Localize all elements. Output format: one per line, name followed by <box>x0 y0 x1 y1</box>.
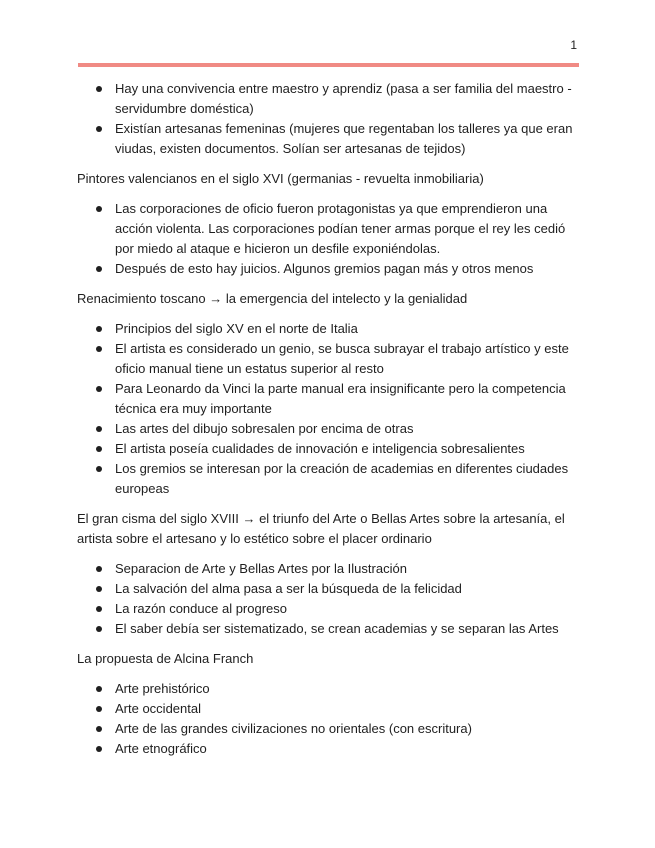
bullet-icon <box>96 446 102 452</box>
bullet-icon <box>96 86 102 92</box>
list-item-text: La razón conduce al progreso <box>115 601 288 616</box>
list-item-text: Las artes del dibujo sobresalen por encima de otras <box>115 421 414 436</box>
list-item-text: Para Leonardo da Vinci la parte manual era insignificante pero la competencia técnica era muy importante <box>115 381 566 416</box>
bullet-icon <box>96 466 102 472</box>
list-item-text: El artista poseía cualidades de innovación e inteligencia sobresalientes <box>115 441 525 456</box>
list-item <box>77 679 577 699</box>
bullet-icon <box>96 606 102 612</box>
list-item <box>77 459 577 499</box>
list-item-text: Arte de las grandes civilizaciones no orientales (con escritura) <box>115 721 472 736</box>
list-item-text: La salvación del alma pasa a ser la búsqueda de la felicidad <box>115 581 462 596</box>
list-item <box>77 439 577 459</box>
bullet-icon <box>96 126 102 132</box>
list-item-text: El artista es considerado un genio, se busca subrayar el trabajo artístico y este oficio manual tiene un estatus superior al resto <box>115 341 569 376</box>
page-number: 1 <box>570 38 577 52</box>
list-item <box>77 619 577 639</box>
section-heading-tuscan-renaissance: Renacimiento toscano → la emergencia del intelecto y la genialidad <box>77 291 468 306</box>
bullet-list-apprenticeship <box>77 79 577 159</box>
list-item-text: Existían artesanas femeninas (mujeres que regentaban los talleres ya que eran viudas, existen documentos. Solían ser artesanas de tejidos) <box>115 121 573 156</box>
list-item <box>77 379 577 419</box>
bullet-list-great-schism <box>77 559 577 639</box>
bullet-icon <box>96 706 102 712</box>
section-heading-great-schism: El gran cisma del siglo XVIII → el triunfo del Arte o Bellas Artes sobre la artesanía, el artista sobre el artesano y lo estético sobre el placer ordinario <box>77 511 565 546</box>
list-item <box>77 259 577 279</box>
list-item <box>77 419 577 439</box>
bullet-icon <box>96 686 102 692</box>
list-item-text: Principios del siglo XV en el norte de Italia <box>115 321 358 336</box>
list-item-text: El saber debía ser sistematizado, se crean academias y se separan las Artes <box>115 621 559 636</box>
list-item <box>77 559 577 579</box>
list-item-text: Arte etnográfico <box>115 741 207 756</box>
section-heading-alcina-franch: La propuesta de Alcina Franch <box>77 651 254 666</box>
bullet-list-tuscan-renaissance <box>77 319 577 499</box>
list-item <box>77 699 577 719</box>
bullet-list-alcina-franch <box>77 679 577 759</box>
bullet-icon <box>96 266 102 272</box>
list-item <box>77 319 577 339</box>
bullet-icon <box>96 626 102 632</box>
list-item <box>77 119 577 159</box>
list-item-text: Separacion de Arte y Bellas Artes por la Ilustración <box>115 561 407 576</box>
document-body <box>77 79 577 769</box>
bullet-icon <box>96 346 102 352</box>
list-item-text: Las corporaciones de oficio fueron protagonistas ya que emprendieron una acción violenta. Las corporaciones podían tener armas porque el rey les cedió por miedo al ataque e hicieron un desfile exponiéndolas. <box>115 201 566 256</box>
list-item <box>77 579 577 599</box>
bullet-list-valencian-painters <box>77 199 577 279</box>
bullet-icon <box>96 586 102 592</box>
bullet-icon <box>96 746 102 752</box>
list-item <box>77 599 577 619</box>
list-item <box>77 199 577 259</box>
list-item <box>77 739 577 759</box>
bullet-icon <box>96 726 102 732</box>
list-item-text: Hay una convivencia entre maestro y aprendiz (pasa a ser familia del maestro - servidumbre doméstica) <box>115 81 572 116</box>
bullet-icon <box>96 426 102 432</box>
list-item-text: Arte prehistórico <box>115 681 210 696</box>
bullet-icon <box>96 206 102 212</box>
list-item <box>77 79 577 119</box>
list-item-text: Después de esto hay juicios. Algunos gremios pagan más y otros menos <box>115 261 534 276</box>
list-item-text: Arte occidental <box>115 701 201 716</box>
section-heading-valencian-painters: Pintores valencianos en el siglo XVI (germanias - revuelta inmobiliaria) <box>77 171 484 186</box>
list-item-text: Los gremios se interesan por la creación de academias en diferentes ciudades europeas <box>115 461 569 496</box>
list-item <box>77 339 577 379</box>
header-divider <box>78 63 579 67</box>
bullet-icon <box>96 566 102 572</box>
list-item <box>77 719 577 739</box>
bullet-icon <box>96 326 102 332</box>
bullet-icon <box>96 386 102 392</box>
